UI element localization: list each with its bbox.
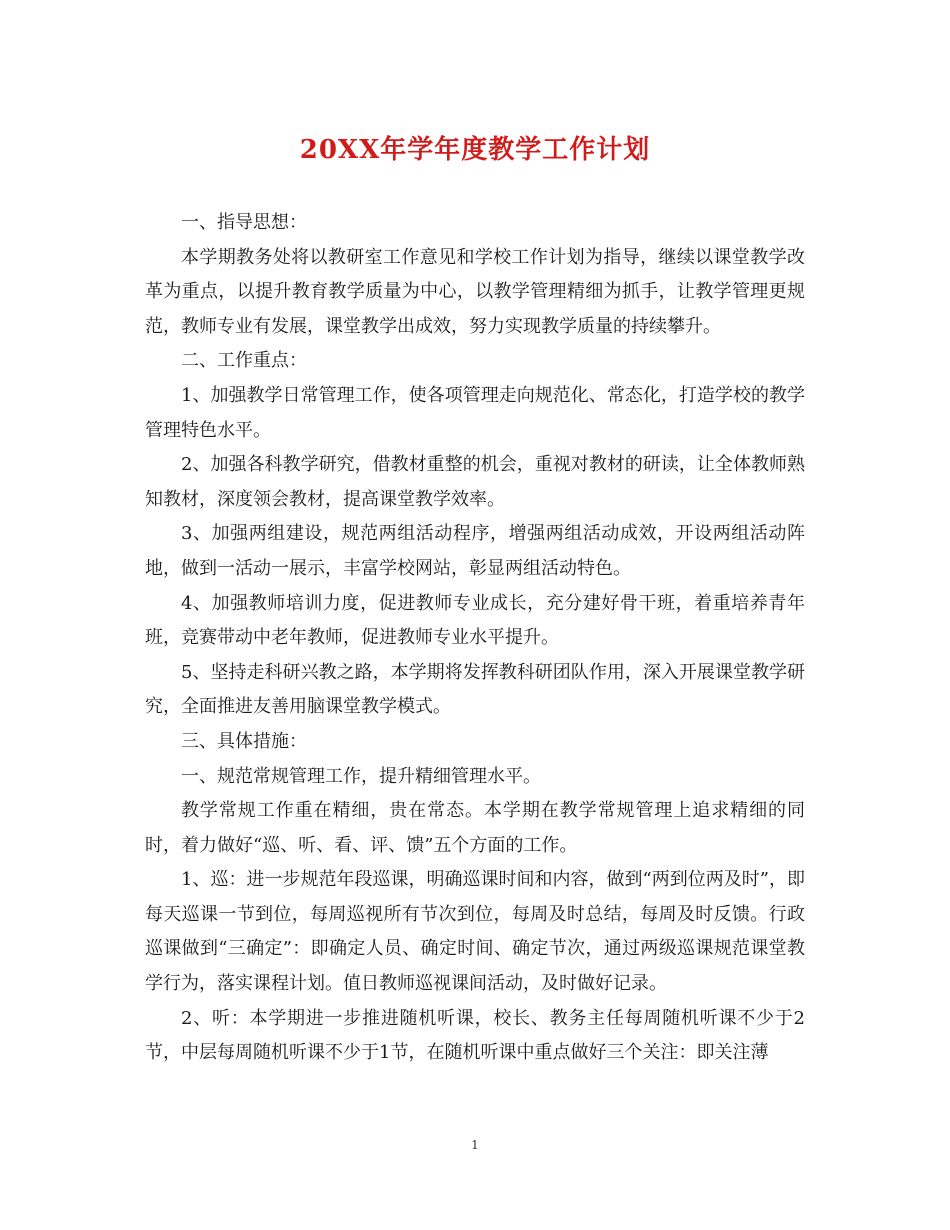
document-body xyxy=(145,206,805,1071)
measures-subheading-1: 一、规范常规管理工作，提升精细管理水平。 xyxy=(181,765,541,787)
page-number: 1 xyxy=(471,1138,479,1152)
section-heading-measures: 三、具体措施： xyxy=(181,730,307,752)
paragraph-guiding-thought: 本学期教务处将以教研室工作意见和学校工作计划为指导，继续以课堂教学改革为重点，以提升教育教学质量为中心，以教学管理精细为抓手，让教学管理更规范，教师专业有发展，课堂教学出成效，努力实现教学质量的持续攀升。 xyxy=(145,246,805,337)
work-focus-item-5: 5、坚持走科研兴教之路，本学期将发挥教科研团队作用，深入开展课堂教学研究，全面推进友善用脑课堂教学模式。 xyxy=(145,661,805,718)
work-focus-item-4: 4、加强教师培训力度，促进教师专业成长，充分建好骨干班，着重培养青年班，竞赛带动中老年教师，促进教师专业水平提升。 xyxy=(145,592,805,649)
document-title: 20XX年学年度教学工作计划 xyxy=(299,135,651,165)
work-focus-item-2: 2、加强各科教学研究，借教材重整的机会，重视对教材的研读，让全体教师熟知教材，深度领会教材，提高课堂教学效率。 xyxy=(145,454,805,510)
paragraph-routine-management: 教学常规工作重在精细，贵在常态。本学期在教学常规管理上追求精细的同时，着力做好“巡、听、看、评、馈”五个方面的工作。 xyxy=(145,800,805,856)
work-focus-item-3: 3、加强两组建设，规范两组活动程序，增强两组活动成效，开设两组活动阵地，做到一活动一展示，丰富学校网站，彰显两组活动特色。 xyxy=(145,523,805,579)
measure-item-listen: 2、听：本学期进一步推进随机听课，校长、教务主任每周随机听课不少于2节，中层每周随机听课不少于1节，在随机听课中重点做好三个关注：即关注薄 xyxy=(145,1007,805,1064)
work-focus-item-1: 1、加强教学日常管理工作，使各项管理走向规范化、常态化，打造学校的教学管理特色水平。 xyxy=(145,384,805,441)
measure-item-patrol: 1、巡：进一步规范年段巡课，明确巡课时间和内容，做到“两到位两及时”，即每天巡课一节到位，每周巡视所有节次到位，每周及时总结，每周及时反馈。行政巡课做到“三确定”：即确定人员、确定时间、确定节次，通过两级巡课规范课堂教学行为，落实课程计划。值日教师巡视课间活动，及时做好记录。 xyxy=(145,869,805,995)
section-heading-work-focus: 二、工作重点： xyxy=(181,350,307,372)
section-heading-guiding-thought: 一、指导思想： xyxy=(181,212,307,233)
